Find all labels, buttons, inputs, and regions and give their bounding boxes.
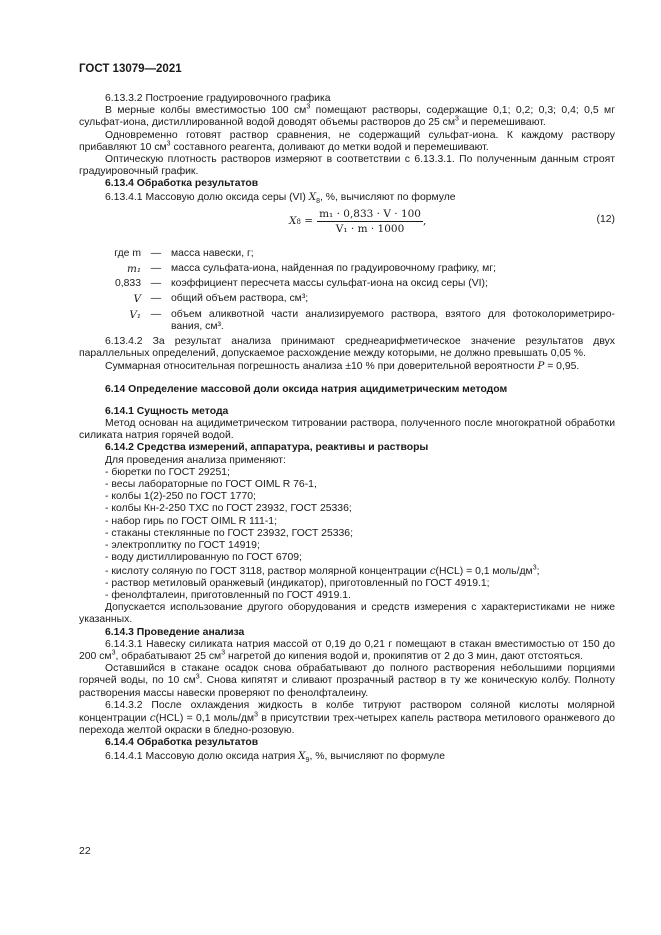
equation-number: (12) <box>596 213 615 225</box>
section-6-14-2-title: 6.14.2 Средства измерений, аппаратура, реактивы и растворы <box>105 442 429 454</box>
section-6-14-3-title: 6.14.3 Проведение анализа <box>105 626 245 638</box>
paragraph: Суммарная относительная погрешность анализа ±10 % при доверительной вероятности P = 0,95. <box>105 360 580 373</box>
list-item: - колбы Кн-2-250 ТХС по ГОСТ 23932, ГОСТ 25336; <box>105 503 352 515</box>
section-6-13-3-2-title: 6.13.3.2 Построение градуировочного графика <box>105 93 331 104</box>
list-item: - набор гирь по ГОСТ OIML R 111-1; <box>105 515 277 527</box>
variable-definitions <box>79 248 615 333</box>
paragraph: 6.14.3.2 После охлаждения жидкость в колбе титруют раствором соляной кислоты молярной концентрации c(HCL) = 0,1 моль/$дм^3$ в присутствии трех-четырех капель раствора метилового оранжевого до перехода желтой окраски в бледно-розовую. <box>79 699 615 737</box>
page-body <box>79 93 615 763</box>
section-6-14-4-title: 6.14.4 Обработка результатов <box>105 737 259 749</box>
paragraph: 6.13.4.1 Массовую долю оксида серы (VI) $X_8$, %, вычисляют по формуле <box>105 190 456 205</box>
paragraph: Одновременно готовят раствор сравнения, не содержащий сульфат-иона. К каждому раствору прибавляют 10 $см^3$ составного реагента, доливают до метки водой и перемешивают. <box>79 129 615 153</box>
page-number: 22 <box>79 845 91 857</box>
equipment-list <box>79 467 615 602</box>
paragraph: Допускается использование другого оборудования и средств измерения с характеристиками не ниже указанных. <box>79 602 615 626</box>
formula-fraction <box>317 208 423 235</box>
formula-numerator: m₁ · 0,833 · V · 100 <box>317 208 423 222</box>
definition-item: V — общий объем раствора, см³; <box>133 293 309 306</box>
paragraph: 6.14.4.1 Массовую долю оксида натрия $X_9$, %, вычисляют по формуле <box>105 749 445 764</box>
list-item: - бюретки по ГОСТ 29251; <box>105 466 230 478</box>
list-item: - весы лабораторные по ГОСТ OIML R 76-1, <box>105 479 317 491</box>
running-header: ГОСТ 13079—2021 <box>79 63 182 75</box>
paragraph: 6.14.3.1 Навеску силиката натрия массой от 0,19 до 0,21 г помещают в стакан вместимостью от 150 до 200 $см^3$, обрабатывают 25 $см^3$ нагретой до кипения водой и, прокипятив от 2 до 3 мин, дают отстояться. <box>79 638 615 662</box>
list-item: - кислоту соляную по ГОСТ 3118, раствор молярной концентрации c(HCL) = 0,1 моль/$дм^3$; <box>105 564 540 577</box>
paragraph: 6.13.4.2 За результат анализа принимают среднеарифметическое значение результатов двух параллельных определений, допускаемое расхождение между которыми, не должно превышать 0,05 %. <box>79 336 615 360</box>
formula-12 <box>79 204 615 244</box>
list-item: - колбы 1(2)-250 по ГОСТ 1770; <box>105 491 256 503</box>
paragraph: Для проведения анализа применяют: <box>105 454 286 466</box>
section-6-14-1-title: 6.14.1 Сущность метода <box>105 405 229 417</box>
paragraph: В мерные колбы вместимостью 100 $см^3$ помещают растворы, содержащие 0,1; 0,2; 0,3; 0,4; 0,5 мг сульфат-иона, дистиллированной водой доводят объемы растворов до 25 $см^3$ и перемешивают. <box>79 103 615 129</box>
list-item: - воду дистиллированную по ГОСТ 6709; <box>105 552 302 564</box>
section-6-14-title: 6.14 Определение массовой доли оксида натрия ацидиметрическим методом <box>105 383 508 395</box>
formula-expression: X 8 = $\frac{\text{m₁ · 0,833 · V · 100}}{\text{V₁ · m · 1000}}$ , <box>289 207 427 236</box>
paragraph: Метод основан на ацидиметрическом титровании раствора, полученного после многократной обработки силиката натрия горячей водой. <box>79 418 615 442</box>
list-item: - раствор метиловый оранжевый (индикатор), приготовленный по ГОСТ 4919.1; <box>105 577 490 589</box>
list-item: - фенолфталеин, приготовленный по ГОСТ 4919.1. <box>105 589 351 601</box>
definition-item: где m — масса навески, г; <box>114 247 254 259</box>
list-item: - электроплитку по ГОСТ 14919; <box>105 540 260 552</box>
definition-item: 0,833 — коэффициент пересчета массы сульфат-иона на оксид серы (VI); <box>114 278 488 290</box>
paragraph: Оставшийся в стакане осадок снова обрабатывают до полного растворения небольшими порциями горячей воды, по 10 $см^3$. Снова кипятят и сливают прозрачный раствор в ту же коническую колбу. Полноту растворения массы навески проверяют по фенолфталеину. <box>79 663 615 699</box>
formula-denominator: V₁ · m · 1000 <box>335 223 405 236</box>
definition-item: V₁ — объем аликвотной части анализируемого раствора, взятого для фотоколориметриро-вания, см³. <box>129 308 615 332</box>
definition-item: m₁ — масса сульфата-иона, найденная по градуировочному графику, мг; <box>126 263 497 276</box>
paragraph: Оптическую плотность растворов измеряют в соответствии с 6.13.3.1. По полученным данным строят градуировочный график. <box>79 154 615 178</box>
section-6-13-4-title: 6.13.4 Обработка результатов <box>105 178 259 190</box>
list-item: - стаканы стеклянные по ГОСТ 23932, ГОСТ 25336; <box>105 527 353 539</box>
